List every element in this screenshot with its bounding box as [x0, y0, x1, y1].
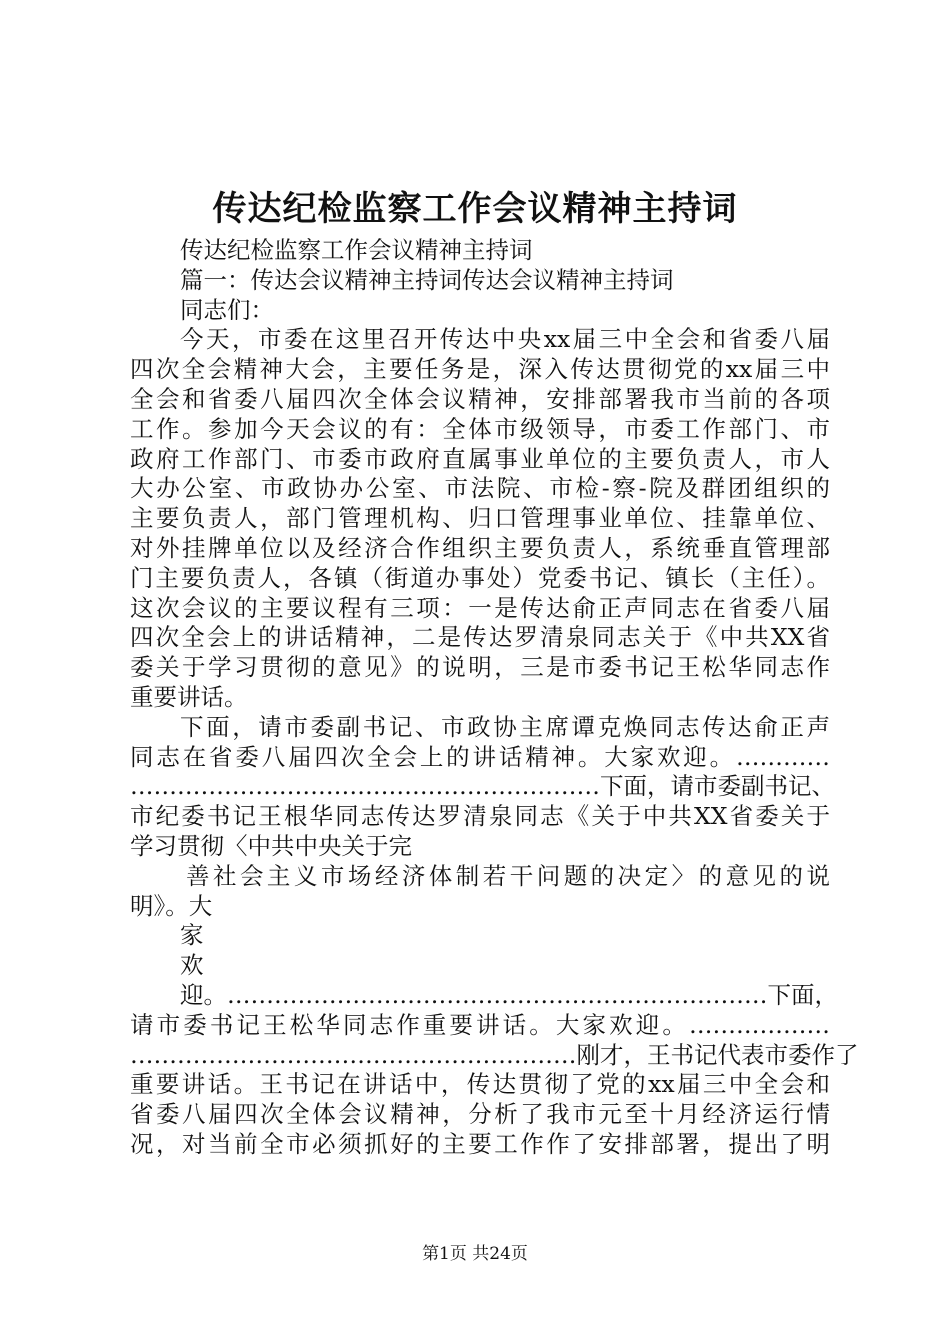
text-line: …………………………………………………刚才，王书记代表市委作了: [130, 1040, 859, 1069]
text-line: 委关于学习贯彻的意见》的说明，三是市委书记王松华同志作: [130, 653, 830, 682]
text-line: 四次全会上的讲话精神，二是传达罗清泉同志关于《中共XX省: [130, 623, 830, 652]
page-number: 第1页 共24页: [422, 1244, 528, 1264]
text-line: 四次全会精神大会，主要任务是，深入传达贯彻党的xx届三中: [130, 355, 830, 384]
text-line: 重要讲话。: [130, 682, 248, 711]
text-line: ……………………………………………………下面，请市委副书记、: [130, 772, 835, 801]
document-body: [130, 236, 859, 1160]
text-line: 省委八届四次全体会议精神，分析了我市元至十月经济运行情: [130, 1100, 830, 1129]
text-line: 门主要负责人，各镇（街道办事处）党委书记、镇长（主任）。: [130, 563, 830, 592]
text-line: 同志们：: [180, 295, 274, 324]
text-line: 迎。……………………………………………………………下面，: [180, 980, 838, 1009]
text-line: 大办公室、市政协办公室、市法院、市检-察-院及群团组织的: [130, 474, 830, 503]
text-line: 善社会主义市场经济体制若干问题的决定〉的意见的说: [186, 861, 830, 890]
text-line: 篇一：传达会议精神主持词传达会议精神主持词: [180, 265, 674, 294]
text-line: 政府工作部门、市委市政府直属事业单位的主要负责人，市人: [130, 444, 830, 473]
text-line: 欢: [180, 951, 204, 980]
text-line: 这次会议的主要议程有三项：一是传达俞正声同志在省委八届: [130, 593, 830, 622]
text-line: 明》。大: [130, 891, 213, 920]
text-line: 主要负责人，部门管理机构、归口管理事业单位、挂靠单位、: [130, 504, 830, 533]
text-line: 家: [180, 921, 204, 950]
text-line: 下面，请市委副书记、市政协主席谭克焕同志传达俞正声: [180, 712, 830, 741]
text-line: 工作。参加今天会议的有：全体市级领导，市委工作部门、市: [130, 414, 830, 443]
text-line: 况，对当前全市必须抓好的主要工作作了安排部署，提出了明: [130, 1129, 830, 1158]
text-line: 市纪委书记王根华同志传达罗清泉同志《关于中共XX省委关于: [130, 802, 830, 831]
document-title: 传达纪检监察工作会议精神主持词: [212, 189, 738, 229]
text-line: 同志在省委八届四次全会上的讲话精神。大家欢迎。…………: [130, 742, 830, 771]
text-line: 今天，市委在这里召开传达中央xx届三中全会和省委八届: [180, 325, 830, 354]
text-line: 全会和省委八届四次全体会议精神，安排部署我市当前的各项: [130, 384, 830, 413]
text-line: 学习贯彻〈中共中央关于完: [130, 831, 412, 860]
text-line: 重要讲话。王书记在讲话中，传达贯彻了党的xx届三中全会和: [130, 1070, 830, 1099]
text-line: 请市委书记王松华同志作重要讲话。大家欢迎。………………: [130, 1010, 830, 1039]
text-line: 对外挂牌单位以及经济合作组织主要负责人，系统垂直管理部: [130, 533, 830, 562]
text-line: 传达纪检监察工作会议精神主持词: [180, 236, 533, 264]
